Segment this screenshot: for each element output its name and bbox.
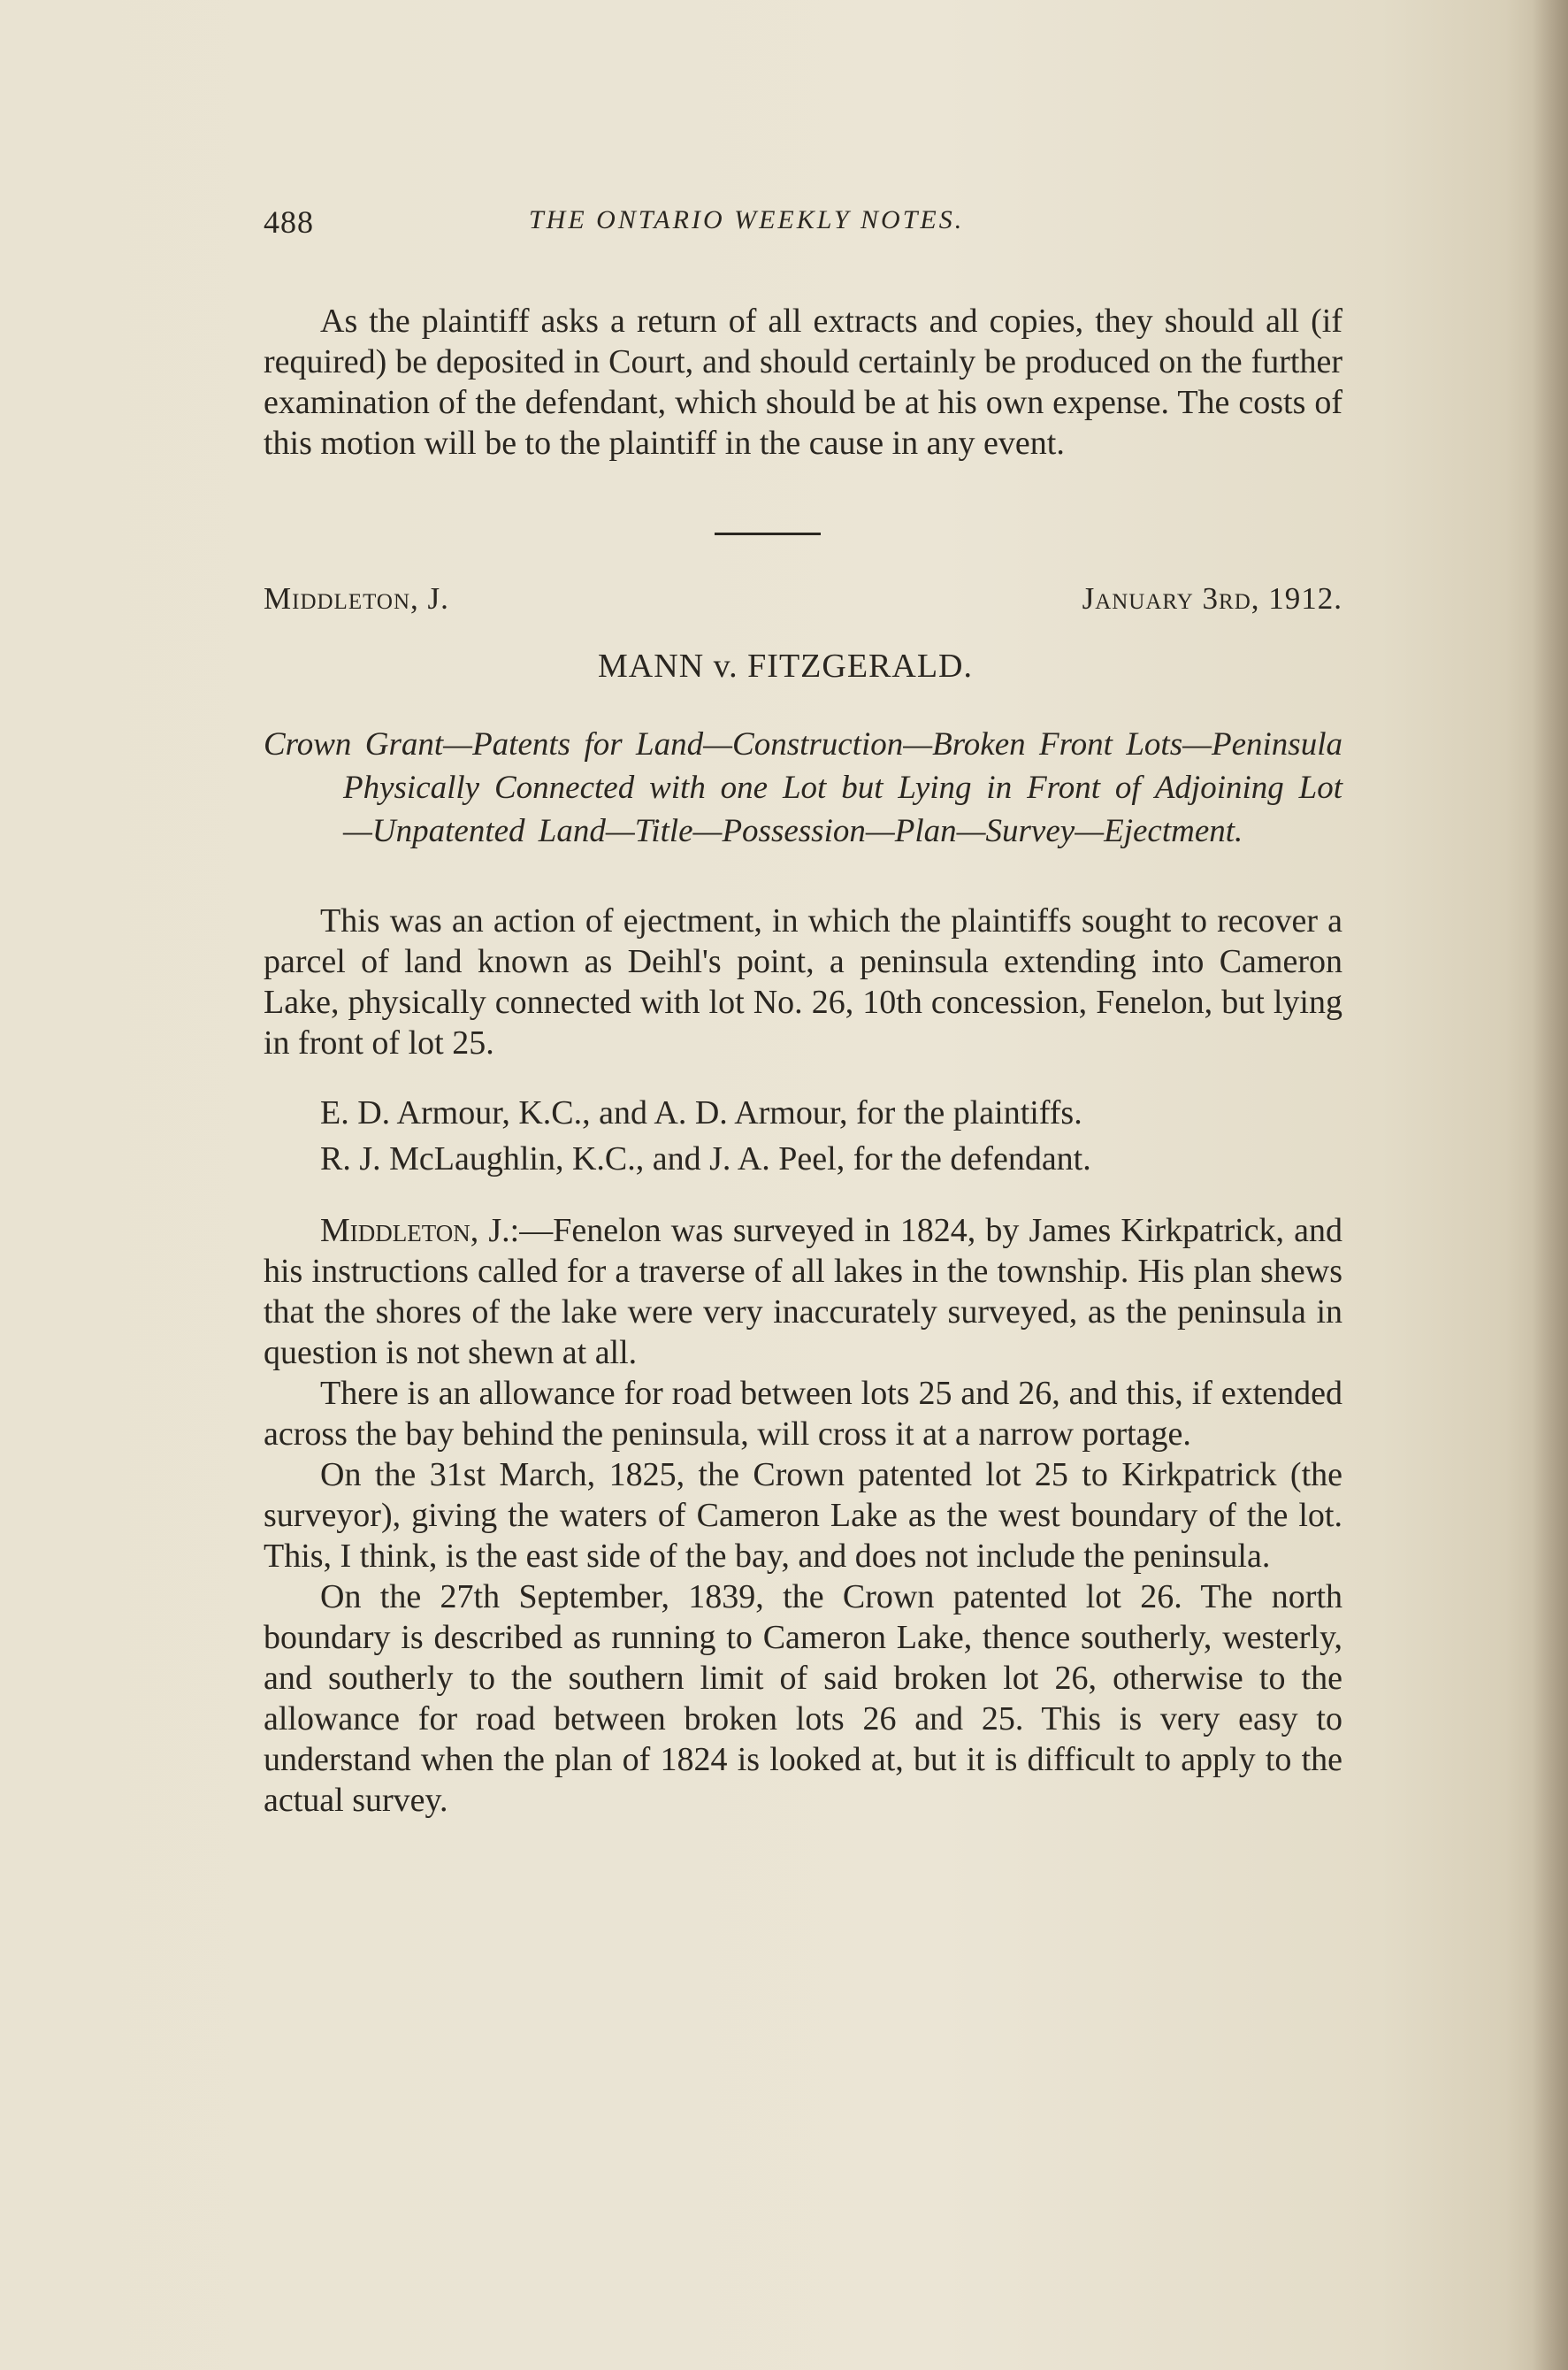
page-edge-shadow [1533,0,1568,2370]
judge-name: Middleton, J. [264,581,449,616]
opinion-first-text: :—Fenelon was surveyed in 1824, by James Kirkpatrick, and his instructions called for a traverse of all lakes in the township. His plan shews that the shores of the lake were very inaccurately surveyed, as the peninsula in question is not shewn at all. [264,1212,1342,1371]
opinion-judge: Middleton, J. [320,1212,510,1249]
judge-date-line [264,581,1342,625]
opinion-paragraph: On the 31st March, 1825, the Crown patented lot 25 to Kirkpatrick (the surveyor), giving the waters of Cameron Lake as the west boundary of the lot. This, I think, is the east side of the bay, and does not include the peninsula. [264,1456,1342,1575]
previous-case-conclusion: As the plaintiff asks a return of all extracts and copies, they should all (if required) be deposited in Court, and should certainly be produced on the further examination of the defendant, which should be at his own expense. The costs of this motion will be to the plaintiff in the cause in any event. [264,303,1342,462]
page-header [264,195,1342,248]
counsel-plaintiffs: E. D. Armour, K.C., and A. D. Armour, for the plaintiffs. [320,1094,1082,1131]
opinion-first-paragraph [264,1210,1342,1373]
decision-date: January 3rd, 1912. [1082,581,1342,616]
case-title: MANN v. FITZGERALD. [598,648,973,685]
page-number: 488 [264,204,314,240]
counsel-list [264,1090,1342,1182]
opinion-paragraph: There is an allowance for road between lots 25 and 26, and this, if extended across the bay behind the peninsula, will cross it at a narrow portage. [264,1375,1342,1453]
case-introduction: This was an action of ejectment, in which the plaintiffs sought to recover a parcel of land known as Deihl's point, a peninsula extending into Cameron Lake, physically connected with lot No. 26, 10th concession, Fenelon, but lying in front of lot 25. [264,902,1342,1062]
case-headnote: Crown Grant—Patents for Land—Construction—Broken Front Lots—Peninsula Physically Connected with one Lot but Lying in Front of Adjoining Lot—Unpatented Land—Title—Possession—Plan—Survey—Ejectment. [264,726,1342,849]
counsel-defendant: R. J. McLaughlin, K.C., and J. A. Peel, for the defendant. [320,1140,1091,1177]
section-divider [715,533,821,535]
page-content [264,195,1342,1821]
opinion-paragraph: On the 27th September, 1839, the Crown patented lot 26. The north boundary is described as running to Cameron Lake, thence southerly, westerly, and southerly to the southern limit of said broken lot 26, otherwise to the allowance for road between broken lots 26 and 25. This is very easy to understand when the plan of 1824 is looked at, but it is difficult to apply to the actual survey. [264,1578,1342,1819]
running-head: THE ONTARIO WEEKLY NOTES. [529,205,965,234]
